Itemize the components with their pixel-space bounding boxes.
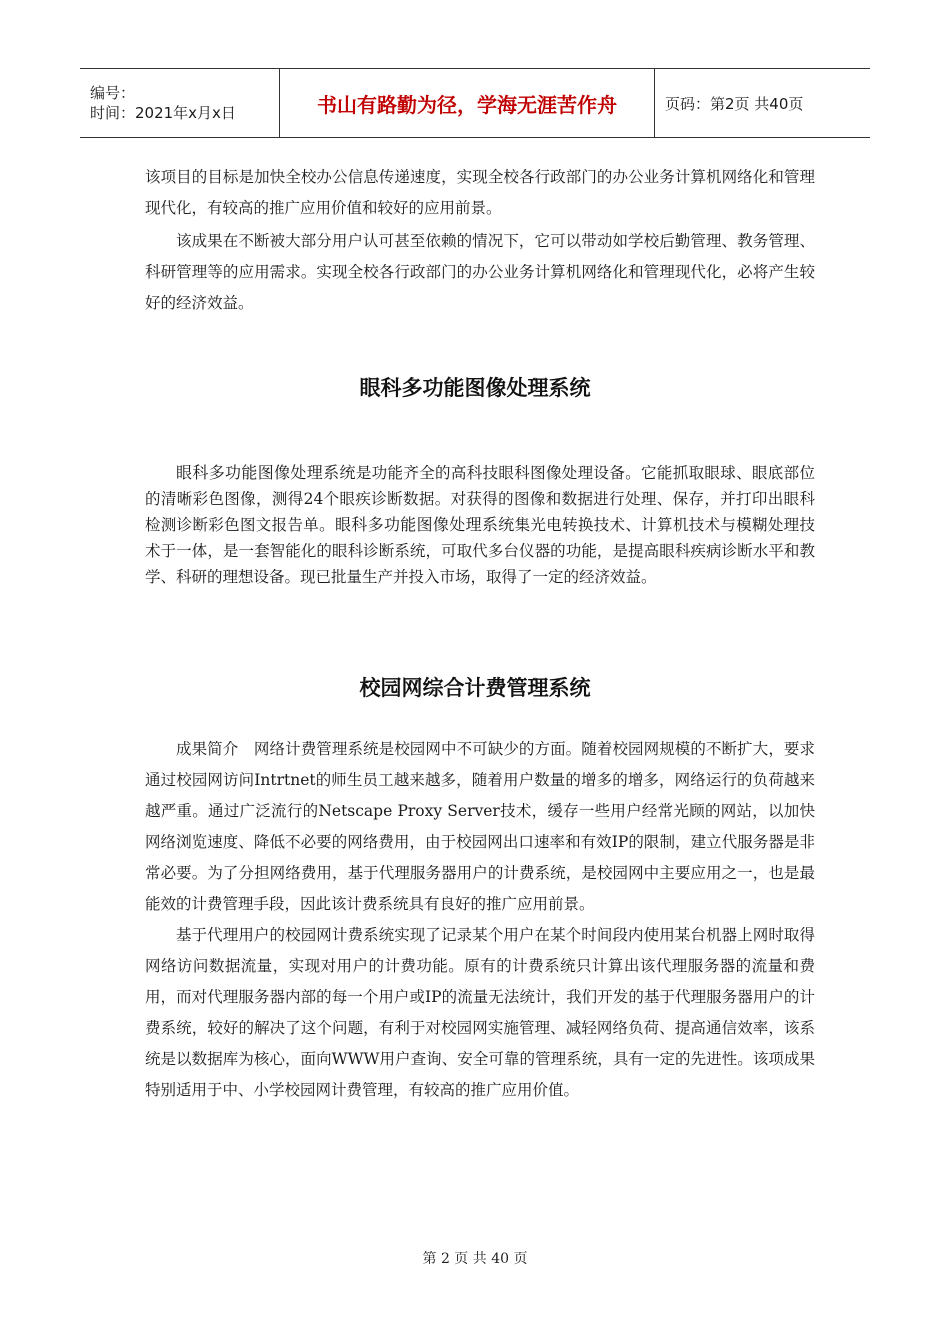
section-2-body [145, 734, 815, 1106]
section-2-paragraph-2: 基于代理用户的校园网计费系统实现了记录某个用户在某个时间段内使用某台机器上网时取得网络访问数据流量，实现对用户的计费功能。原有的计费系统只计算出该代理服务器的流量和费用，而对代理服务器内部的每一个用户或IP的流量无法统计，我们开发的基于代理服务器用户的计费系统，较好的解决了这个问题，有利于对校园网实施管理、减轻网络负荷、提高通信效率，该系统是以数据库为核心，面向WWW用户查询、安全可靠的管理系统，具有一定的先进性。该项成果特别适用于中、小学校园网计费管理，有较高的推广应用价值。 [145, 926, 815, 1099]
intro-block [145, 162, 815, 319]
intro-paragraph-2: 该成果在不断被大部分用户认可甚至依赖的情况下，它可以带动如学校后勤管理、教务管理、科研管理等的应用需求。实现全校各行政部门的办公业务计算机网络化和管理现代化，必将产生较好的经济效益。 [145, 232, 815, 312]
page-header [80, 68, 870, 138]
page-footer [0, 1248, 950, 1268]
footer-page-number: 第 2 页 共 40 页 [422, 1251, 528, 1267]
section-1-title: 眼科多功能图像处理系统 [359, 376, 591, 400]
date-label: 时间：2021年x月x日 [90, 104, 236, 122]
section-2-title: 校园网综合计费管理系统 [359, 676, 591, 700]
section-1-paragraph [145, 460, 815, 590]
motto-text: 书山有路勤为径，学海无涯苦作舟 [317, 92, 617, 117]
code-label: 编号： [90, 84, 136, 102]
intro-paragraph-1: 该项目的目标是加快全校办公信息传递速度，实现全校各行政部门的办公业务计算机网络化和管理现代化，有较高的推广应用价值和较好的应用前景。 [145, 168, 815, 217]
product-name-b: 眼科多功能图像处理系统 [334, 515, 515, 534]
header-meta [80, 69, 280, 137]
section-1-body [145, 460, 815, 590]
section-1-text-a: 是功能齐全的高科技眼科图像处理设备。它能抓取眼球、眼底部位的清晰彩色图像，测得24个眼疾诊断数据。对获得的图像和数据进行处理、保存，并打印出眼科检测诊断彩色图文报告单。 [145, 464, 815, 534]
header-page-info [655, 69, 870, 137]
page-info-text: 页码：第2页 共40页 [665, 94, 804, 113]
product-name-a: 眼科多功能图像处理系统 [176, 463, 356, 482]
header-motto [280, 69, 655, 137]
section-1-text-b: 集光电转换技术、计算机技术与模糊处理技术于一体，是一套智能化的眼科诊断系统，可取代多台仪器的功能，是提高眼科疾病诊断水平和教学、科研的理想设备。现已批量生产并投入市场，取得了一定的经济效益。 [145, 516, 815, 586]
section-2-paragraph-1: 成果简介 网络计费管理系统是校园网中不可缺少的方面。随着校园网规模的不断扩大，要求通过校园网访问Intrtnet的师生员工越来越多，随着用户数量的增多的增多，网络运行的负荷越来越严重。通过广泛流行的Netscape Proxy Server技术，缓存一些用户经常光顾的网站，以加快网络浏览速度、降低不必要的网络费用，由于校园网出口速率和有效IP的限制，建立代服务器是非常必要。为了分担网络费用，基于代理服务器用户的计费系统，是校园网中主要应用之一，也是最能效的计费管理手段，因此该计费系统具有良好的推广应用前景。 [145, 740, 815, 913]
